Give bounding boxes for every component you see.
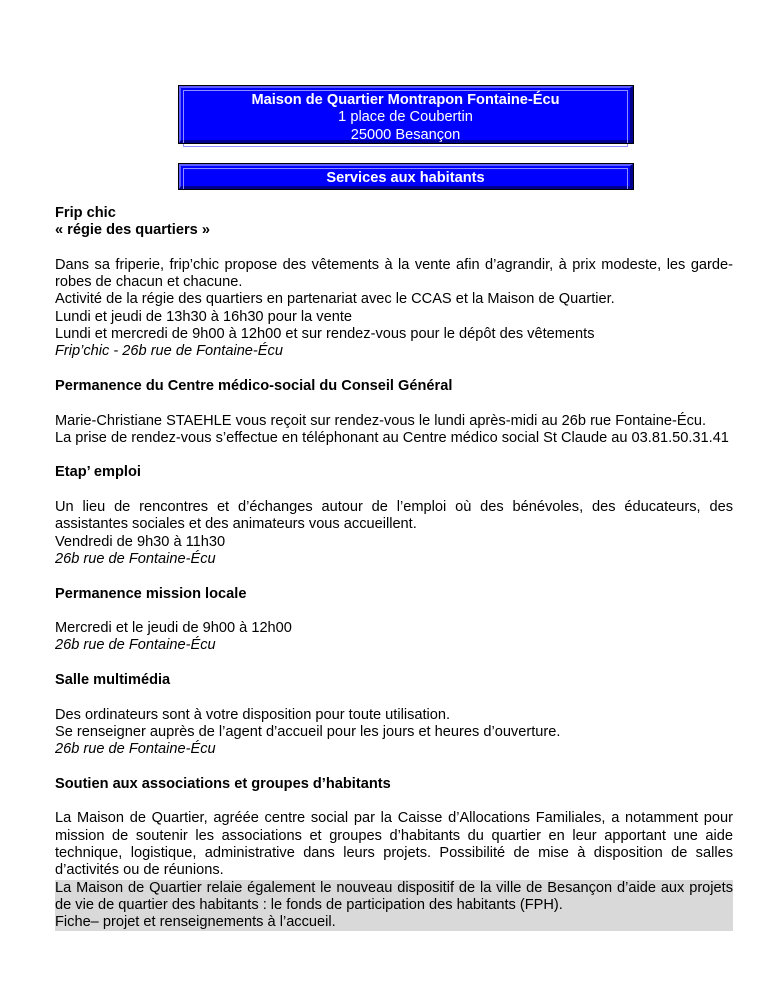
soutien-paragraph-1: La Maison de Quartier, agréée centre social par la Caisse d’Allocations Familiales, a notamment pour mission de soutenir les associations et groupes d’habitants du quartier en leur apportant une aide technique, logistique, administrative dans leurs projets. Possibilité de mise à disposition de salles d’activités ou de réunions.	[55, 810, 733, 879]
soutien-title: Soutien aux associations et groupes d’habitants	[55, 775, 391, 792]
etap-paragraph-1: Un lieu de rencontres et d’échanges autour de l’emploi où des bénévoles, des éducateurs, des assistantes sociales et des animateurs vous accueillent.	[55, 499, 733, 533]
etap-title: Etap’ emploi	[55, 464, 141, 481]
fripchic-paragraph-1: Dans sa friperie, frip’chic propose des vêtements à la vente afin d’agrandir, à prix modeste, les garde-robes de chacun et chacune.	[55, 256, 733, 291]
medico-paragraph-1: Marie-Christiane STAEHLE vous reçoit sur rendez-vous le lundi après-midi au 26b rue Fontaine-Écu.	[55, 412, 707, 429]
etap-location: 26b rue de Fontaine-Écu	[55, 550, 216, 567]
highlighted-block	[55, 880, 733, 932]
mission-location: 26b rue de Fontaine-Écu	[55, 637, 216, 654]
medico-title: Permanence du Centre médico-social du Conseil Général	[55, 377, 453, 394]
address-line-2: 25000 Besançon	[350, 126, 461, 143]
fripchic-title: Frip chic	[55, 205, 116, 221]
multimedia-paragraph-1: Des ordinateurs sont à votre disposition pour toute utilisation.	[55, 706, 451, 723]
fripchic-location: Frip’chic - 26b rue de Fontaine-Écu	[55, 343, 283, 360]
fripchic-paragraph-2: Activité de la régie des quartiers en partenariat avec le CCAS et la Maison de Quartier.	[55, 291, 615, 308]
soutien-paragraph-3: Fiche– projet et renseignements à l’accueil.	[55, 914, 336, 931]
mission-title: Permanence mission locale	[55, 585, 247, 602]
mission-paragraph-1: Mercredi et le jeudi de 9h00 à 12h00	[55, 620, 292, 637]
fripchic-subtitle: « régie des quartiers »	[55, 222, 210, 239]
organization-name: Maison de Quartier Montrapon Fontaine-Écu	[251, 92, 560, 108]
address-line-1: 1 place de Coubertin	[338, 109, 473, 126]
soutien-paragraph-2: La Maison de Quartier relaie également le nouveau dispositif de la ville de Besançon d’aide aux projets de vie de quartier des habitants : le fonds de participation des habitants (FPH).	[55, 879, 733, 913]
section-title-box	[179, 164, 633, 189]
etap-paragraph-2: Vendredi de 9h30 à 11h30	[55, 533, 226, 550]
fripchic-paragraph-4: Lundi et mercredi de 9h00 à 12h00 et sur rendez-vous pour le dépôt des vêtements	[55, 326, 595, 343]
medico-paragraph-2: La prise de rendez-vous s’effectue en téléphonant au Centre médico social St Claude au 03.81.50.31.41	[55, 429, 729, 446]
multimedia-paragraph-2: Se renseigner auprès de l’agent d’accueil pour les jours et heures d’ouverture.	[55, 723, 561, 740]
multimedia-title: Salle multimédia	[55, 672, 171, 689]
multimedia-location: 26b rue de Fontaine-Écu	[55, 741, 216, 758]
fripchic-paragraph-3: Lundi et jeudi de 13h30 à 16h30 pour la vente	[55, 308, 352, 325]
document-body	[55, 205, 733, 931]
section-title: Services aux habitants	[326, 170, 485, 186]
header-box	[179, 86, 633, 143]
